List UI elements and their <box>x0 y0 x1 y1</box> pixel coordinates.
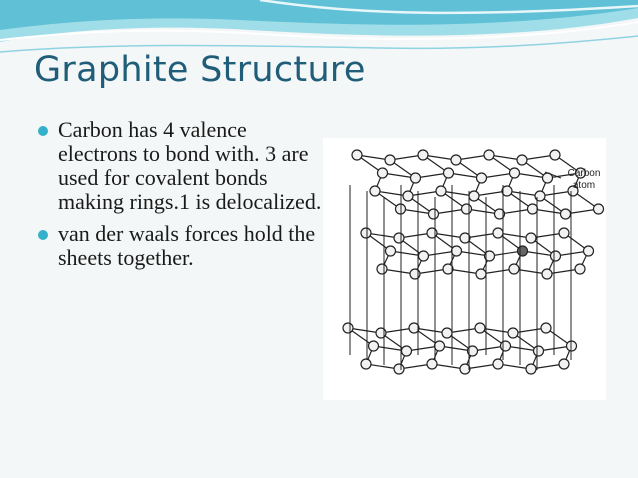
carbon-atom <box>509 264 519 274</box>
carbon-atom <box>429 209 439 219</box>
carbon-atom <box>451 155 461 165</box>
carbon-atom <box>584 246 594 256</box>
carbon-atom <box>476 269 486 279</box>
bullet-icon <box>38 230 48 240</box>
carbon-atom <box>427 359 437 369</box>
carbon-atom <box>526 364 536 374</box>
carbon-atom <box>575 264 585 274</box>
carbon-atom <box>402 346 412 356</box>
carbon-atom <box>394 364 404 374</box>
carbon-atom <box>352 150 362 160</box>
carbon-atom <box>370 186 380 196</box>
carbon-atom <box>436 186 446 196</box>
page-title: Graphite Structure <box>34 50 366 90</box>
carbon-atom <box>542 269 552 279</box>
carbon-label-line1: Carbon <box>567 168 601 179</box>
carbon-atom <box>442 328 452 338</box>
carbon-atom <box>559 359 569 369</box>
carbon-atom <box>418 150 428 160</box>
carbon-atom <box>369 341 379 351</box>
carbon-atom <box>501 341 511 351</box>
carbon-atom <box>377 264 387 274</box>
bullet-text: van der waals forces hold the sheets together. <box>58 221 316 270</box>
carbon-atom <box>561 209 571 219</box>
carbon-atom <box>541 323 551 333</box>
carbon-atom <box>534 346 544 356</box>
carbon-atom <box>508 328 518 338</box>
carbon-atom <box>361 359 371 369</box>
carbon-atom <box>361 228 371 238</box>
carbon-atom <box>378 168 388 178</box>
carbon-atom <box>452 246 462 256</box>
carbon-atom <box>559 228 569 238</box>
carbon-atom <box>518 246 528 256</box>
bullet-text: Carbon has 4 valence electrons to bond with. 3 are used for covalent bonds making rings.1 is delocalized. <box>58 117 322 214</box>
carbon-atom <box>551 251 561 261</box>
carbon-atom <box>403 191 413 201</box>
bullet-icon <box>38 126 48 136</box>
bullet-list <box>38 118 328 278</box>
carbon-atom-label <box>562 168 606 192</box>
carbon-atom <box>394 233 404 243</box>
carbon-atom <box>435 341 445 351</box>
carbon-atom <box>444 168 454 178</box>
carbon-atom <box>517 155 527 165</box>
carbon-atom <box>411 173 421 183</box>
carbon-atom <box>493 228 503 238</box>
carbon-atom <box>594 204 604 214</box>
bullet-item <box>38 118 328 214</box>
carbon-atom <box>469 191 479 201</box>
carbon-atom <box>462 204 472 214</box>
carbon-atom <box>385 155 395 165</box>
carbon-atom <box>386 246 396 256</box>
carbon-atom <box>526 233 536 243</box>
bullet-item <box>38 222 328 270</box>
carbon-atom <box>493 359 503 369</box>
carbon-atom <box>484 150 494 160</box>
carbon-atom <box>528 204 538 214</box>
carbon-atom <box>475 323 485 333</box>
carbon-atom <box>510 168 520 178</box>
carbon-label-line2: atom <box>572 180 596 191</box>
carbon-atom <box>477 173 487 183</box>
carbon-atom <box>419 251 429 261</box>
carbon-atom <box>550 150 560 160</box>
carbon-atom <box>343 323 353 333</box>
